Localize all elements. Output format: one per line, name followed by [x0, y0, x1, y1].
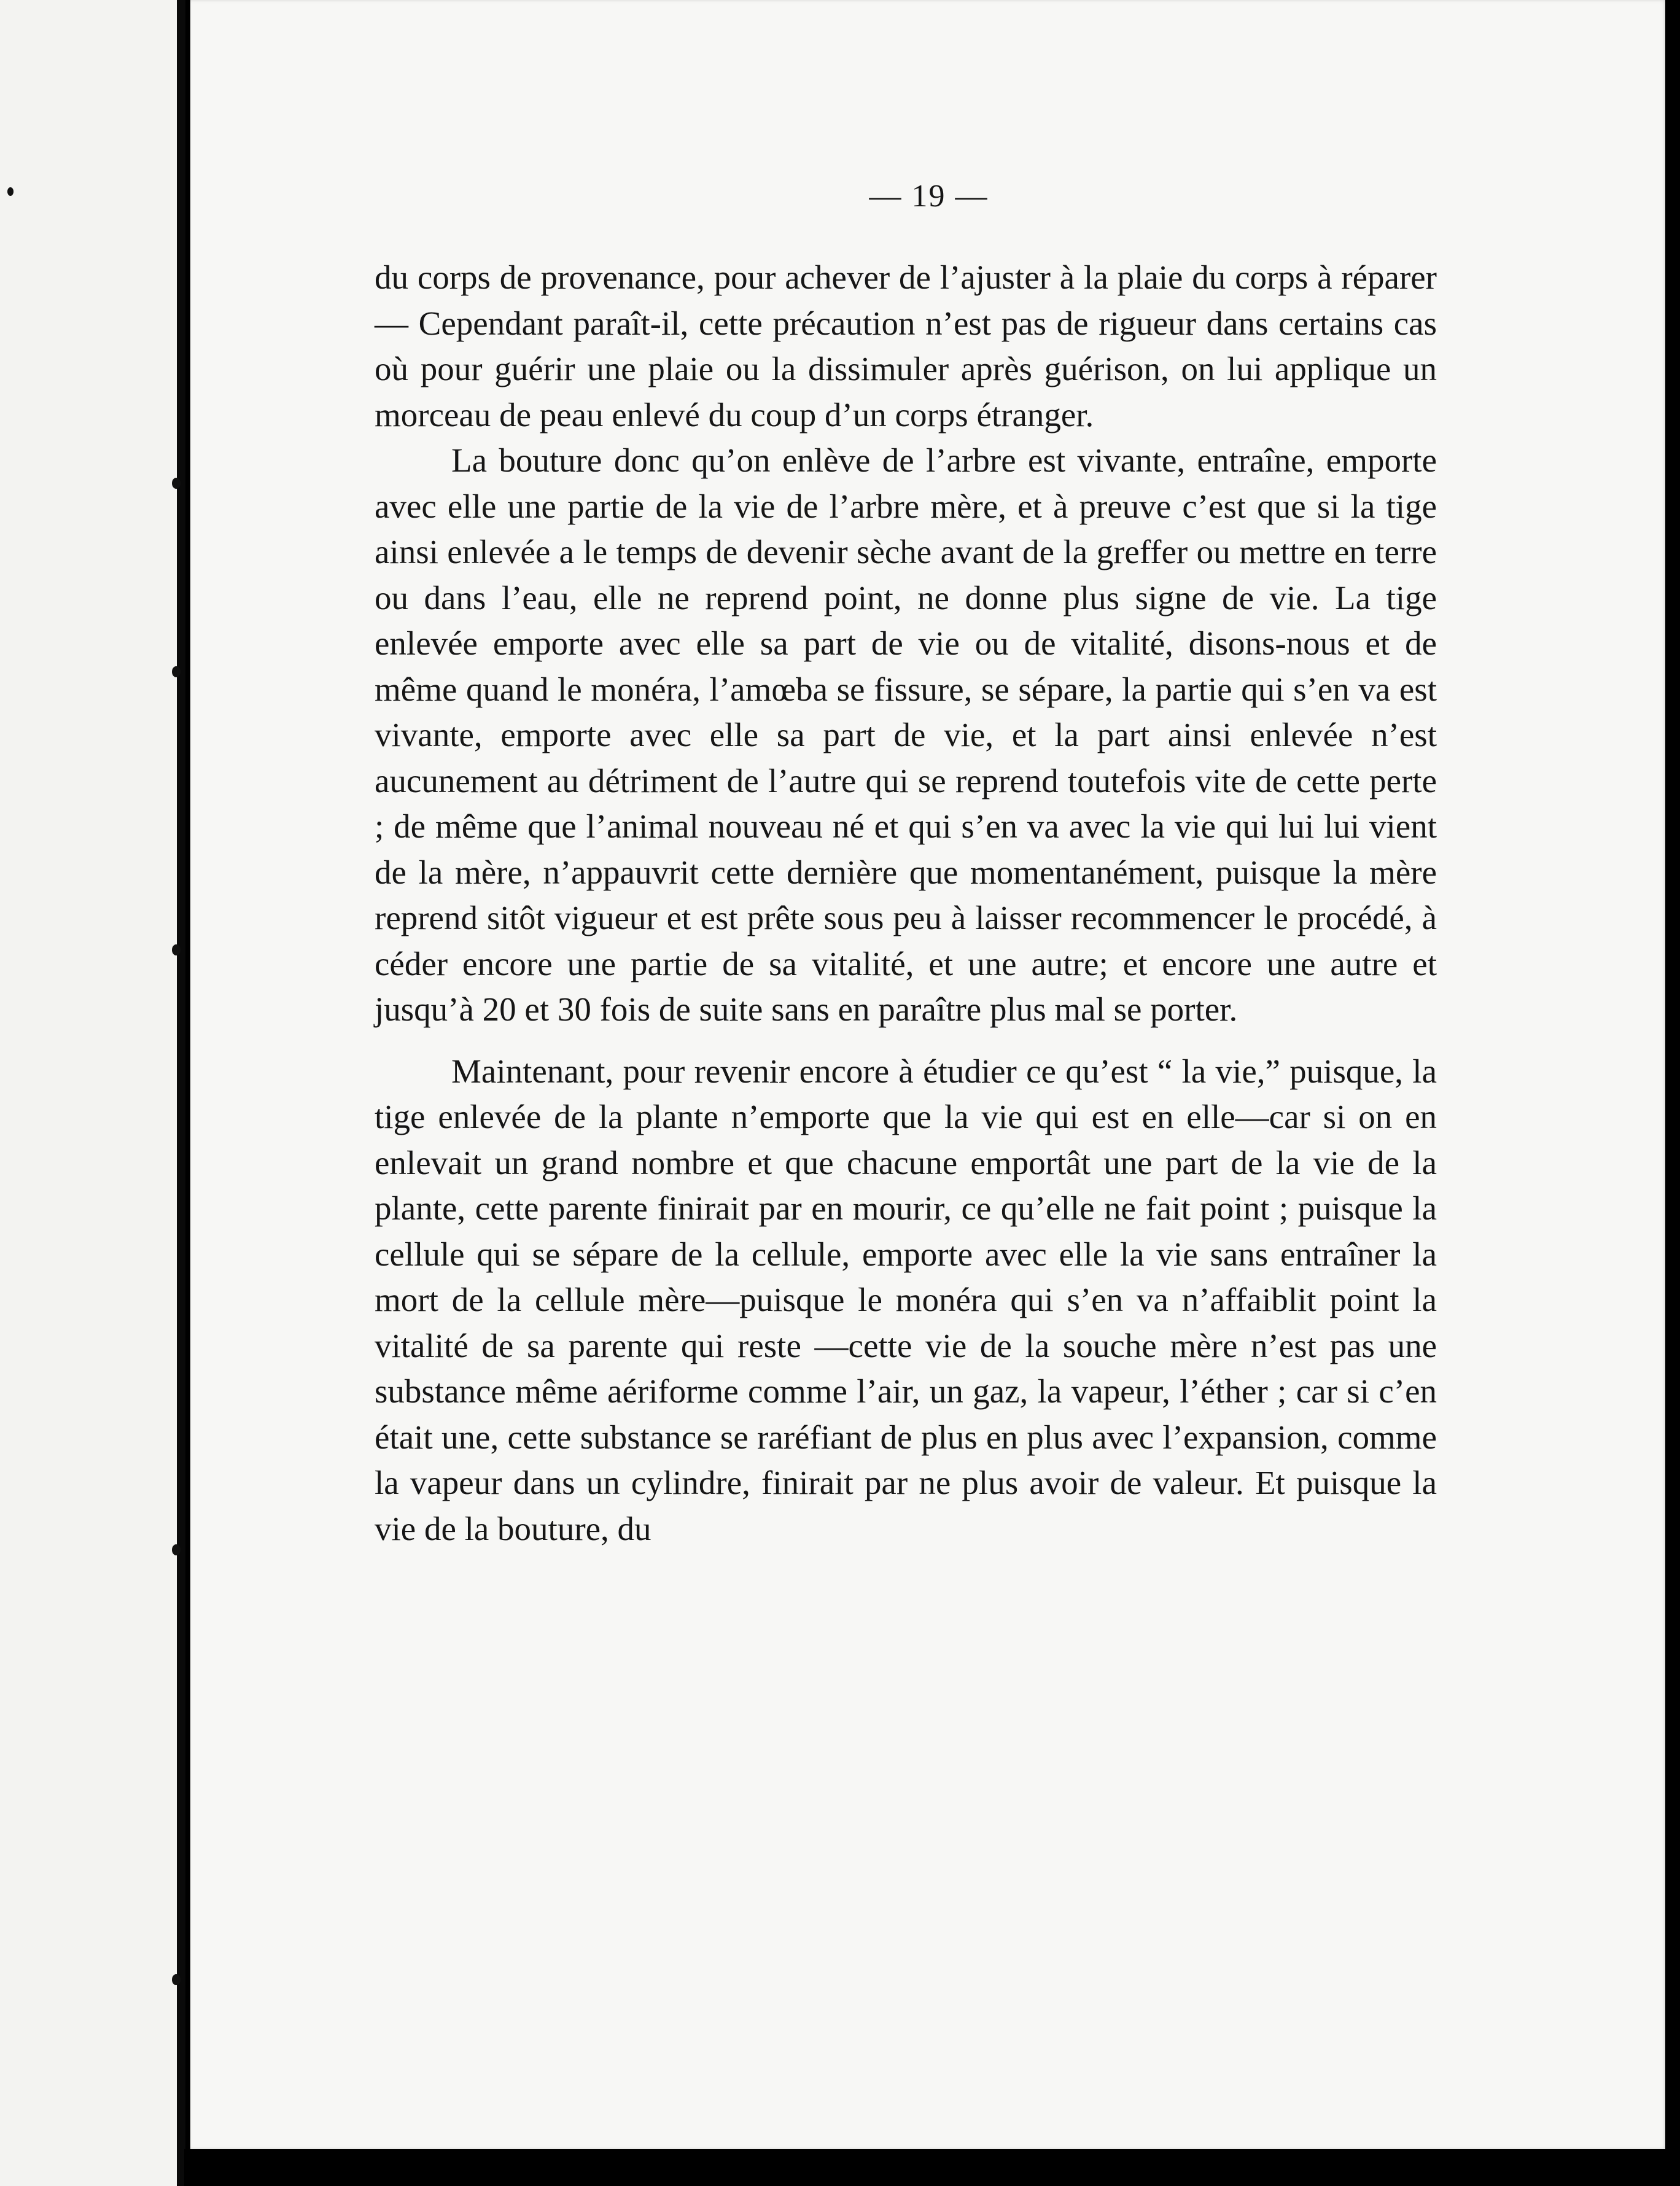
paragraph-continuation: du corps de provenance, pour achever de l’ajuster à la plaie du corps à réparer — Cependant paraît-il, cette précaution n’est pas de rigueur dans certains cas où pour guérir une plaie ou la dissimuler après guérison, on lui applique un morceau de peau enlevé du coup d’un corps étranger.: [375, 259, 1437, 434]
book-page: [190, 0, 1667, 2149]
page-edge-bottom: [184, 2149, 1680, 2186]
binding-mark: [172, 944, 181, 955]
binding-mark: [7, 187, 14, 196]
binding-mark: [172, 478, 181, 489]
body-text: [375, 255, 1437, 1552]
facing-page-strip: [0, 0, 181, 2186]
binding-mark: [172, 666, 181, 677]
binding-mark: [172, 1974, 181, 1985]
page-gutter: [177, 0, 185, 2186]
binding-mark: [172, 1544, 181, 1555]
page-number: — 19 —: [869, 179, 989, 214]
page-edge-right: [1665, 0, 1680, 2186]
paragraph-maintenant: Maintenant, pour revenir encore à étudier ce qu’est “ la vie,” puisque, la tige enlevée de la plante n’emporte que la vie qui est en elle—car si on en enlevait un grand nombre et que chacune emportât une part de la vie de la plante, cette parente finirait par en mourir, ce qu’elle ne fait point ; puisque la cellule qui se sépare de la cellule, emporte avec elle la vie sans entraîner la mort de la cellule mère—puisque le monéra qui s’en va n’affaiblit point la vitalité de sa parente qui reste —cette vie de la souche mère n’est pas une substance même aériforme comme l’air, un gaz, la vapeur, l’éther ; car si c’en était une, cette substance se raréfiant de plus en plus avec l’expansion, comme la vapeur dans un cylindre, finirait par ne plus avoir de valeur. Et puisque la vie de la bouture, du: [375, 1052, 1437, 1547]
paragraph-bouture: La bouture donc qu’on enlève de l’arbre est vivante, entraîne, emporte avec elle une partie de la vie de l’arbre mère, et à preuve c’est que si la tige ainsi enlevée a le temps de devenir sèche avant de la greffer ou mettre en terre ou dans l’eau, elle ne reprend point, ne donne plus signe de vie. La tige enlevée emporte avec elle sa part de vie ou de vitalité, disons-nous et de même quand le monéra, l’amœba se fissure, se sépare, la partie qui s’en va est vivante, emporte avec elle sa part de vie, et la part ainsi enlevée n’est aucunement au détriment de l’autre qui se reprend toutefois vite de cette perte ; de même que l’animal nouveau né et qui s’en va avec la vie qui lui lui vient de la mère, n’appauvrit cette dernière que momentanément, puisque la mère reprend sitôt vigueur et est prête sous peu à laisser recommencer le procédé, à céder encore une partie de sa vitalité, et une autre; et encore une autre et jusqu’à 20 et 30 fois de suite sans en paraître plus mal se porter.: [375, 441, 1437, 1028]
